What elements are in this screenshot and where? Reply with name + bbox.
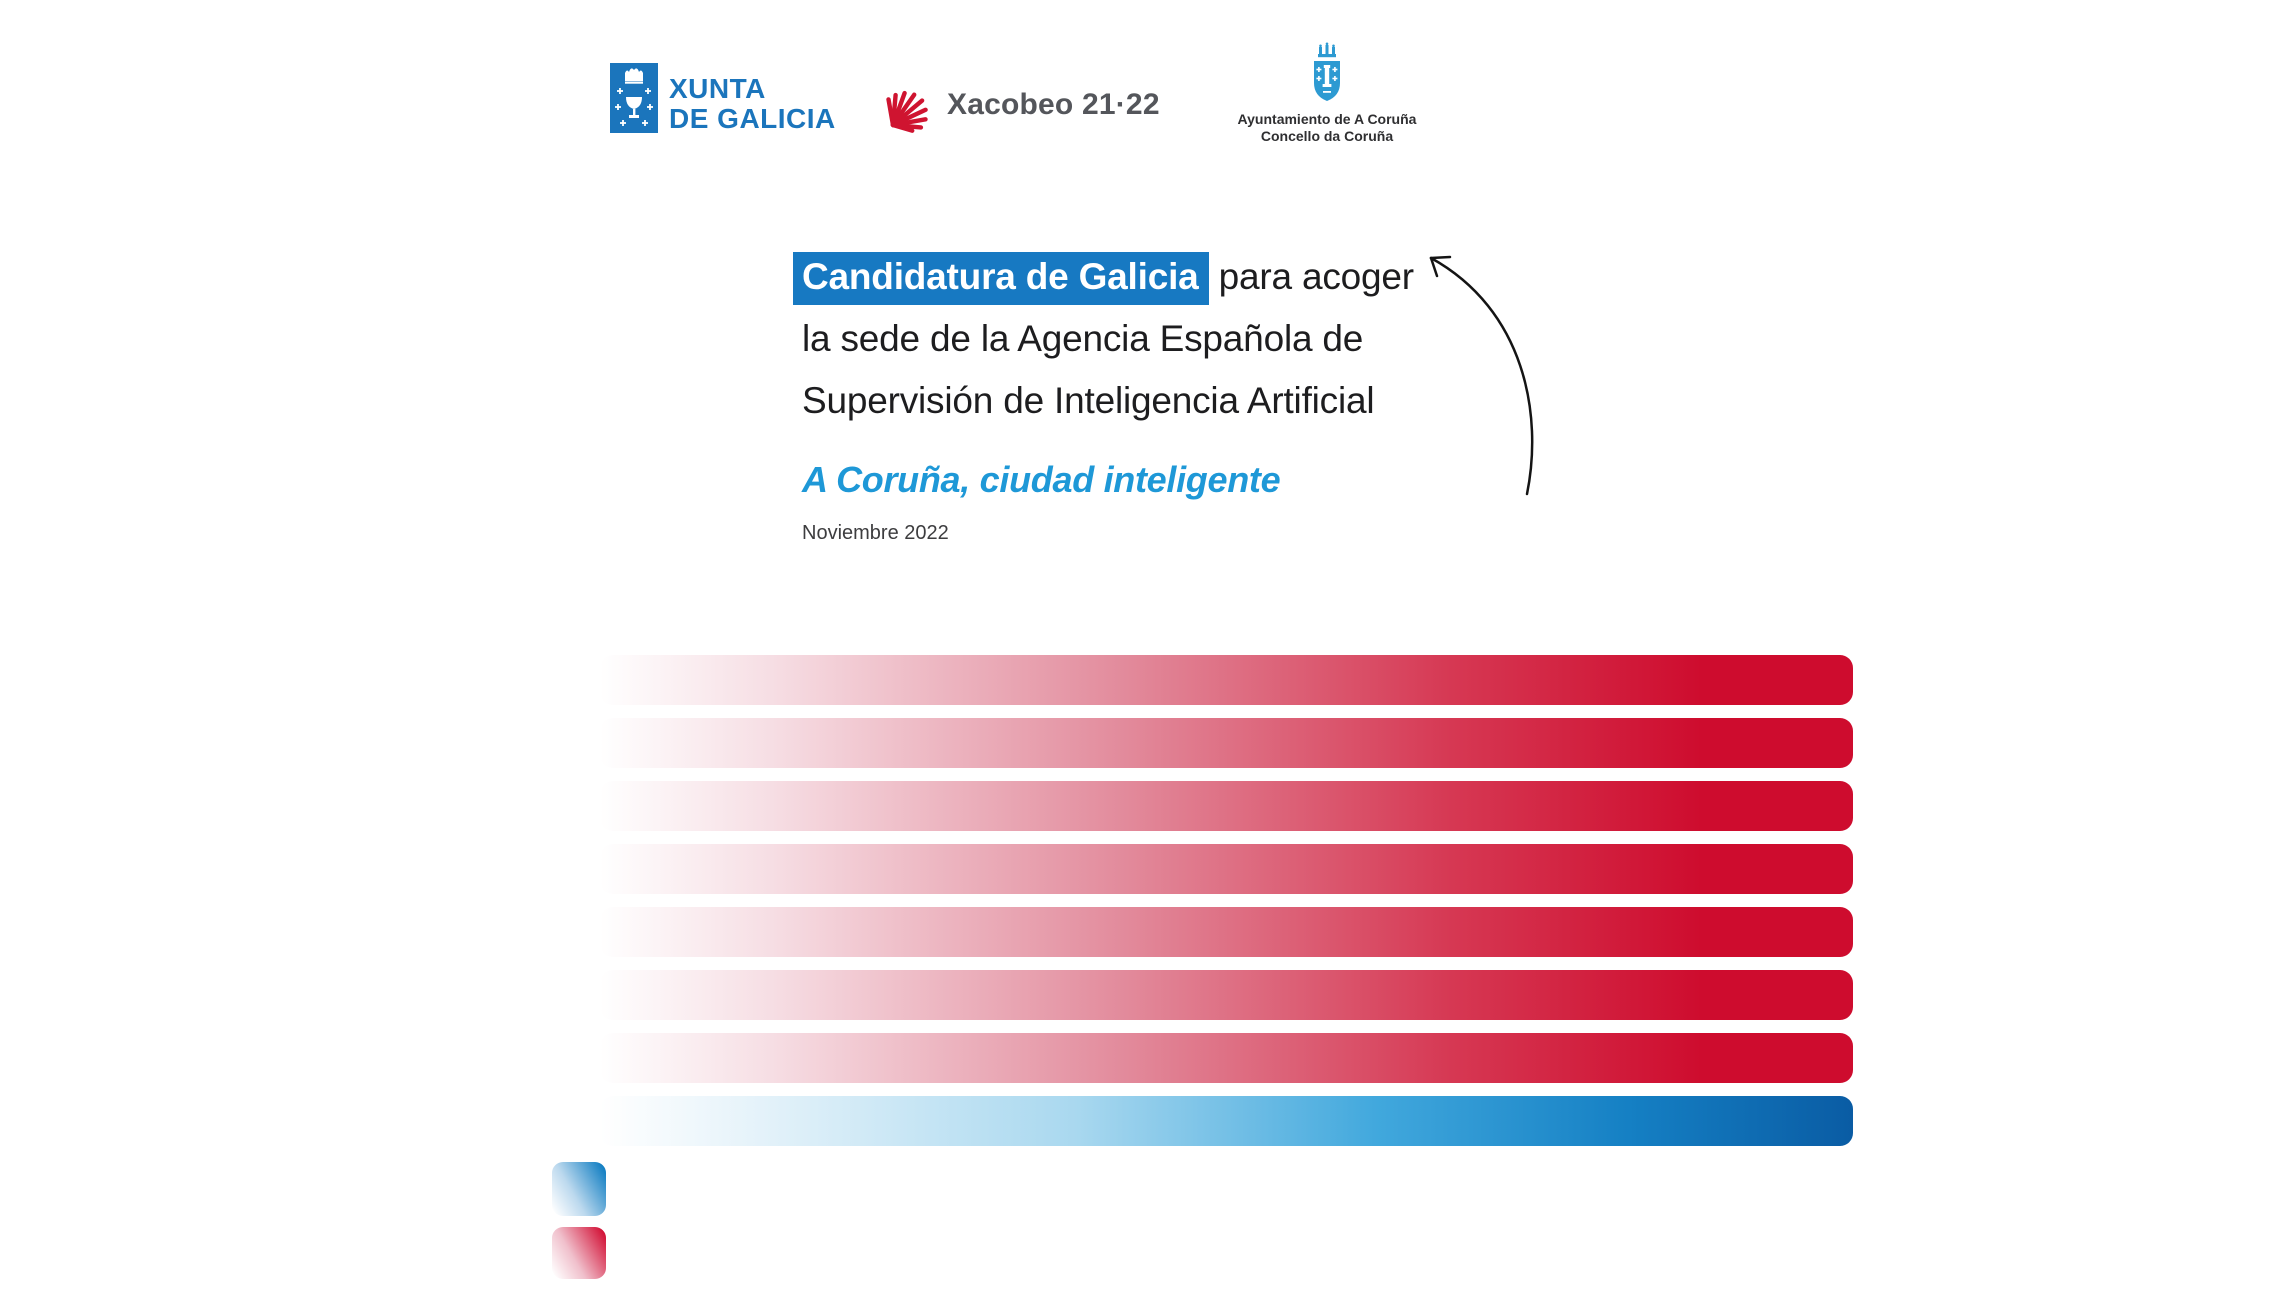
document-title	[802, 246, 1482, 432]
xacobeo-logo-text: Xacobeo 21·22	[947, 88, 1160, 121]
red-gradient-bar	[600, 655, 1853, 705]
xunta-logo-line1: XUNTA	[669, 73, 766, 104]
document-title-line2: la sede de la Agencia Española de	[802, 318, 1364, 359]
red-gradient-bar	[600, 907, 1853, 957]
xacobeo-shell-icon	[884, 76, 934, 134]
title-line1-rest: para acoger	[1208, 256, 1414, 297]
xunta-emblem-icon	[610, 63, 658, 133]
red-gradient-square	[552, 1227, 606, 1279]
blue-gradient-square	[552, 1162, 606, 1216]
curved-arrow-icon	[1405, 240, 1555, 510]
ayuntamiento-coruna-logo	[1222, 42, 1432, 145]
title-block	[802, 246, 1482, 545]
document-title-line1	[802, 246, 1482, 308]
title-highlight: Candidatura de Galicia	[793, 252, 1209, 305]
xunta-logo-text	[669, 63, 836, 134]
document-date: Noviembre 2022	[802, 522, 949, 544]
red-gradient-bar	[600, 1033, 1853, 1083]
coruna-emblem-icon	[1304, 42, 1350, 106]
coruna-logo-line1: Ayuntamiento de A Coruña	[1237, 111, 1417, 127]
xacobeo-logo	[884, 76, 1160, 134]
red-gradient-bar	[600, 844, 1853, 894]
blue-gradient-bar	[600, 1096, 1853, 1146]
red-gradient-bar	[600, 718, 1853, 768]
document-title-line3: Supervisión de Inteligencia Artificial	[802, 380, 1375, 421]
xunta-de-galicia-logo	[610, 63, 836, 134]
coruna-logo-line2: Concello da Coruña	[1260, 128, 1394, 144]
xunta-logo-line2: DE GALICIA	[669, 103, 836, 134]
gradient-bars	[600, 655, 1853, 1159]
coruna-logo-text	[1238, 111, 1417, 145]
red-gradient-bar	[600, 781, 1853, 831]
document-subtitle: A Coruña, ciudad inteligente	[802, 459, 1281, 500]
red-gradient-bar	[600, 970, 1853, 1020]
